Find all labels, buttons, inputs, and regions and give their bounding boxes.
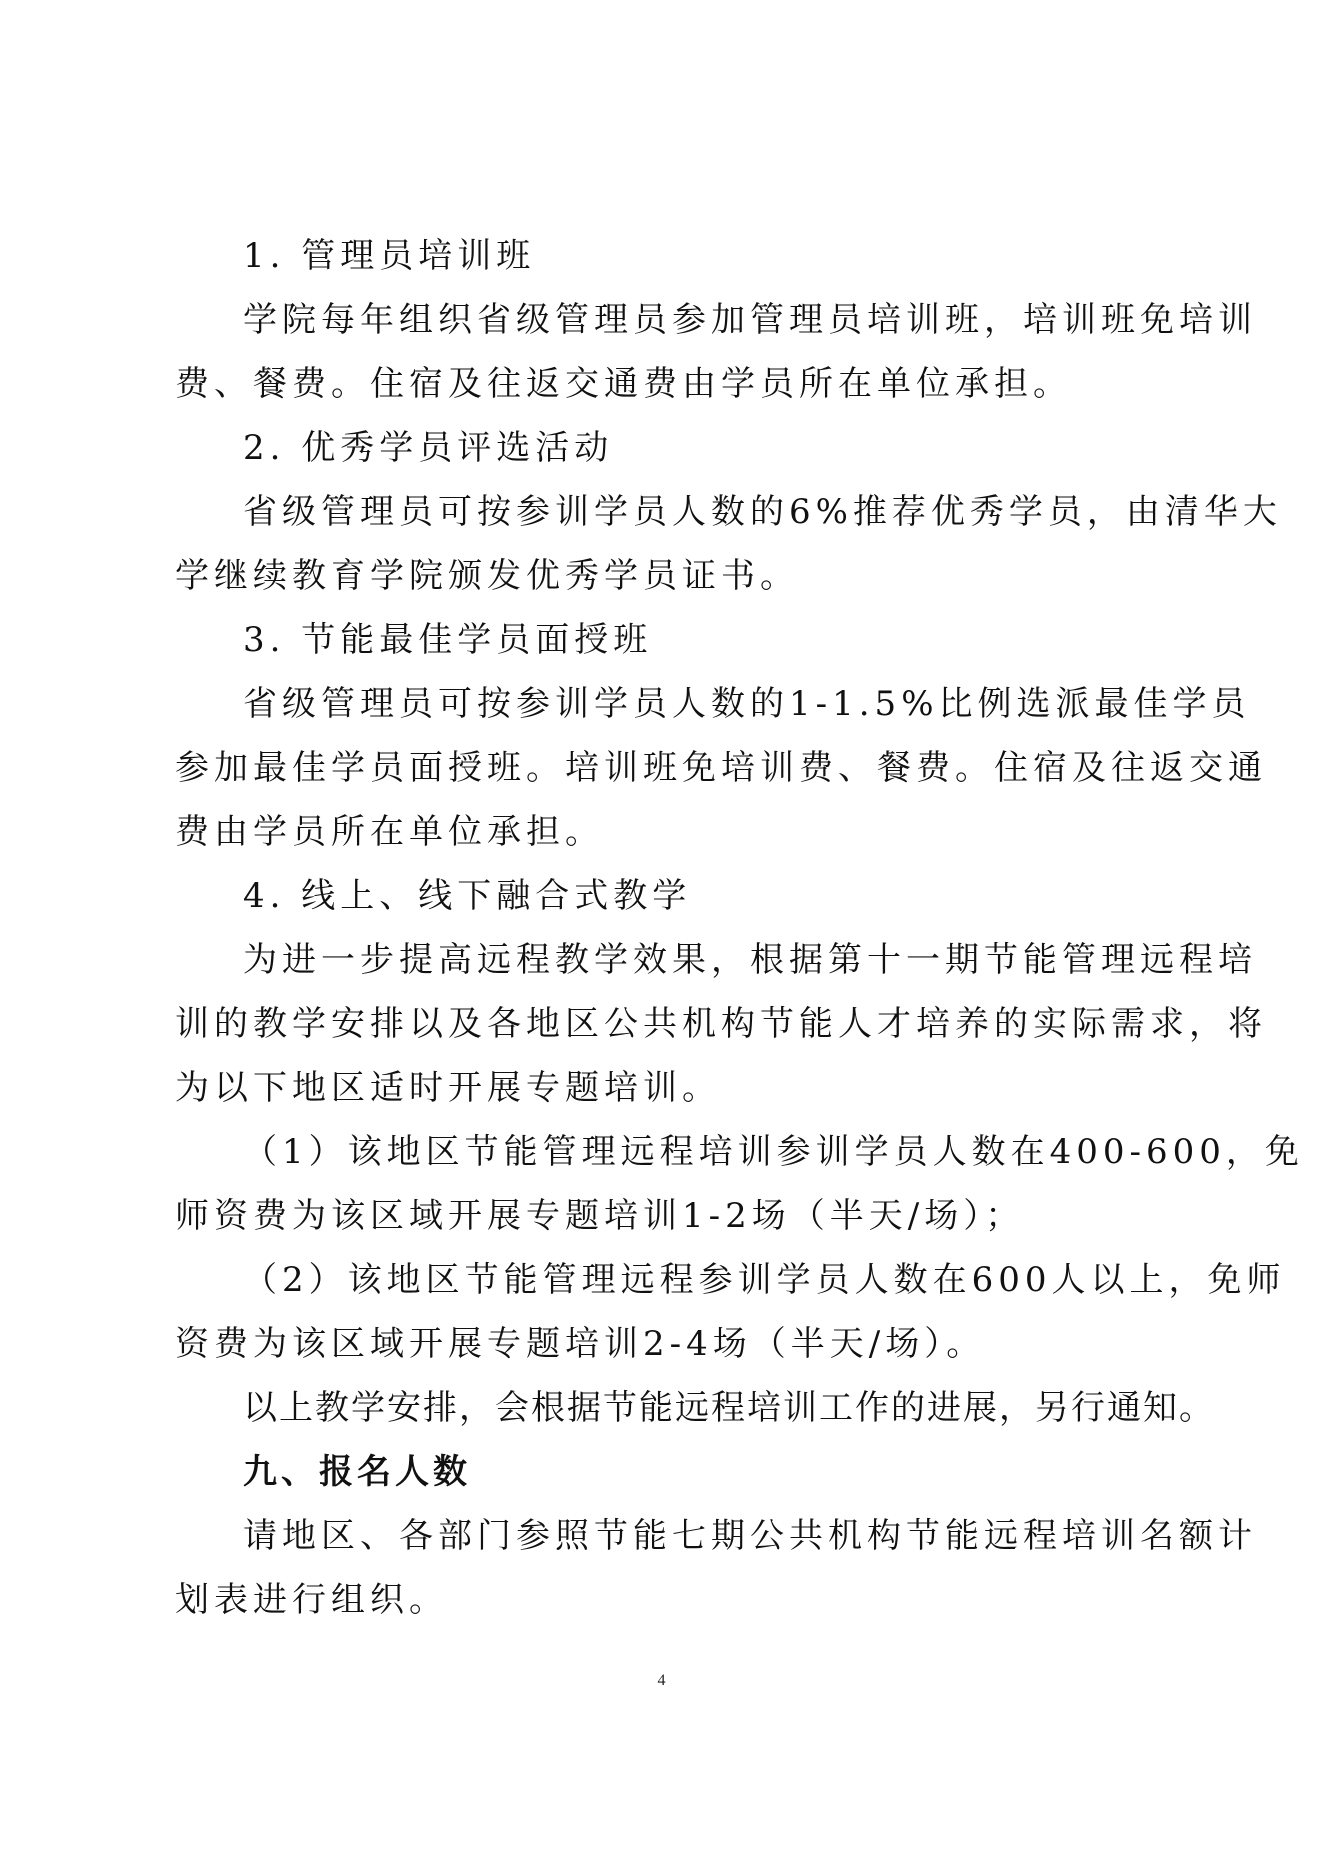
item-title: 1. 管理员培训班 (243, 236, 536, 276)
paragraph-line: 省级管理员可按参训学员人数的1-1.5%比例选派最佳学员 (243, 684, 1251, 724)
paragraph-line: 学院每年组织省级管理员参加管理员培训班，培训班免培训 (243, 300, 1257, 340)
paragraph-line: 省级管理员可按参训学员人数的6%推荐优秀学员，由清华大 (243, 492, 1282, 532)
paragraph-line: 费、餐费。住宿及往返交通费由学员所在单位承担。 (175, 364, 1072, 404)
paragraph-line: 划表进行组织。 (175, 1580, 448, 1620)
paragraph-line: 学继续教育学院颁发优秀学员证书。 (175, 556, 799, 596)
sub-item-line: 师资费为该区域开展专题培训1-2场（半天/场）； (175, 1196, 1025, 1236)
paragraph-line: 参加最佳学员面授班。培训班免培训费、餐费。住宿及往返交通 (175, 748, 1267, 788)
item-title: 3. 节能最佳学员面授班 (243, 620, 653, 660)
paragraph-line: 训的教学安排以及各地区公共机构节能人才培养的实际需求，将 (175, 1004, 1267, 1044)
paragraph-line: 为进一步提高远程教学效果，根据第十一期节能管理远程培 (243, 940, 1257, 980)
section-heading: 九、报名人数 (243, 1452, 471, 1492)
paragraph-line: 请地区、各部门参照节能七期公共机构节能远程培训名额计 (243, 1516, 1257, 1556)
item-title: 4. 线上、线下融合式教学 (243, 876, 692, 916)
page-number: 4 (657, 1672, 666, 1689)
sub-item-line: （2）该地区节能管理远程参训学员人数在600人以上，免师 (243, 1260, 1286, 1300)
item-title: 2. 优秀学员评选活动 (243, 428, 614, 468)
paragraph-line: 以上教学安排，会根据节能远程培训工作的进展，另行通知。 (243, 1388, 1215, 1428)
paragraph-line: 为以下地区适时开展专题培训。 (175, 1068, 721, 1108)
sub-item-line: （1）该地区节能管理远程培训参训学员人数在400-600，免 (243, 1132, 1304, 1172)
sub-item-line: 资费为该区域开展专题培训2-4场（半天/场）。 (175, 1324, 986, 1364)
paragraph-line: 费由学员所在单位承担。 (175, 812, 604, 852)
